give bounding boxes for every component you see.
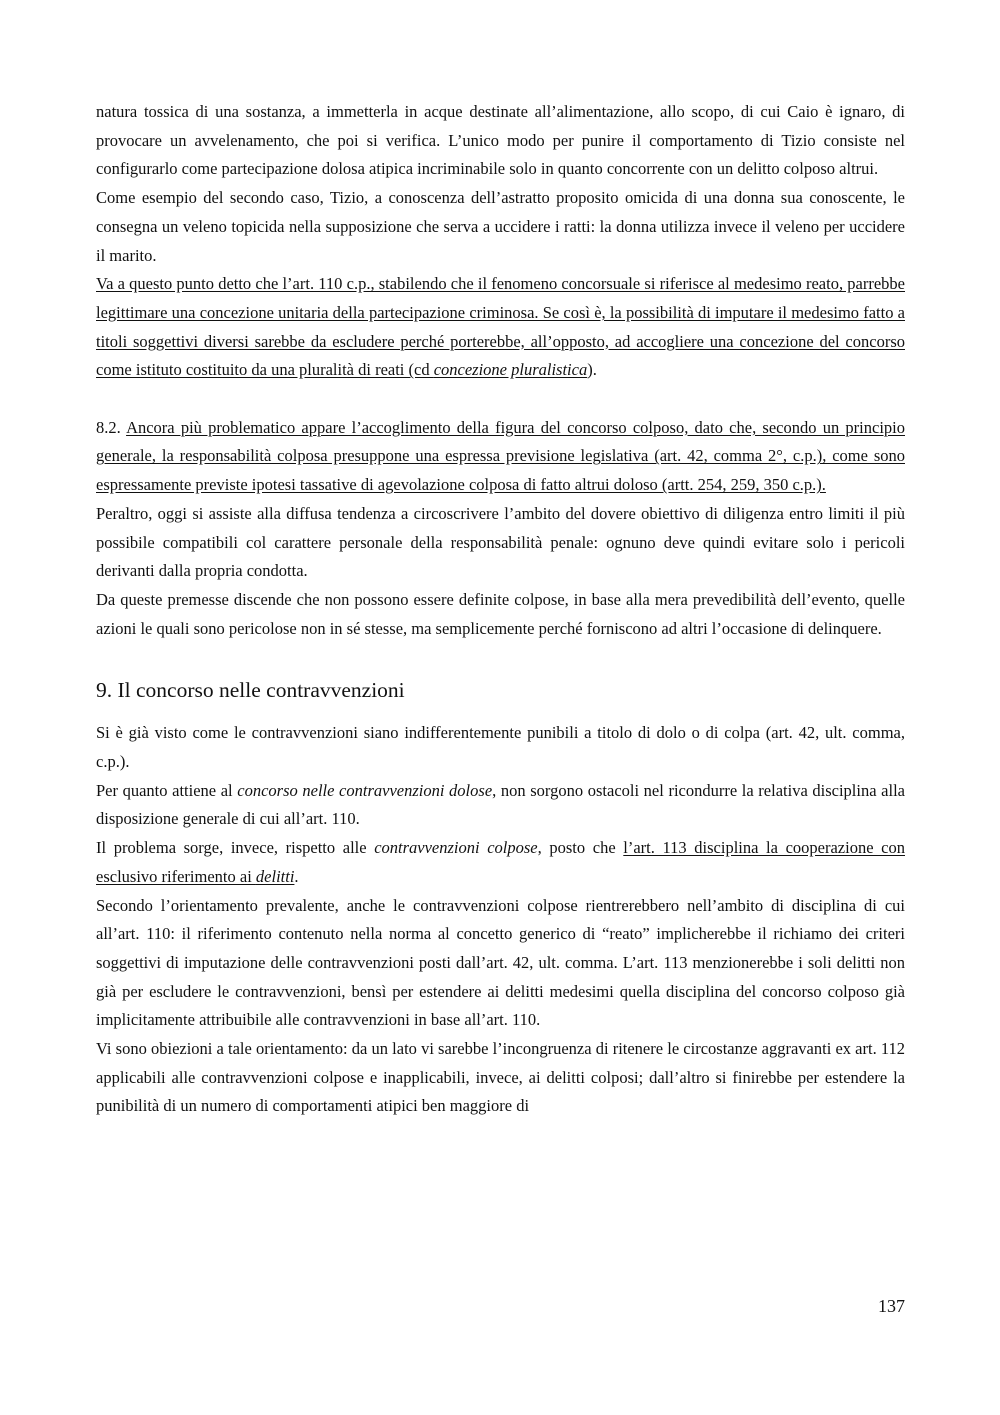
- underlined-text: Ancora più problematico appare l’accoglimento della figura del concorso colposo, dato che, secondo un principio generale, la responsabilità colposa presuppone una espressa previsione legislativa (art. 42, comma 2°, c.p.), come sono espressamente previste ipotesi tassative di agevolazione colposa di fatto altrui doloso (artt. 254, 259, 350 c.p.).: [96, 417, 905, 495]
- paragraph: Si è già visto come le contravvenzioni siano indifferentemente punibili a titolo di dolo o di colpa (art. 42, ult. comma, c.p.).: [96, 723, 905, 772]
- paragraph: Da queste premesse discende che non possono essere definite colpose, in base alla mera prevedibilità dell’evento, quelle azioni le quali sono pericolose non in sé stesse, ma semplicemente perché forniscono ad altri l’occasione di delinquere.: [96, 589, 905, 638]
- text: .: [294, 866, 299, 886]
- spacer: [96, 385, 905, 414]
- paragraph: [96, 414, 905, 500]
- paragraph: [96, 270, 905, 385]
- paragraph: [96, 834, 905, 891]
- underlined-text: Va a questo punto detto che l’art. 110 c.p., stabilendo che il fenomeno concorsuale si riferisce al medesimo reato, parrebbe legittimare una concezione unitaria della partecipazione criminosa. Se così è, la possibilità di imputare il medesimo fatto a titoli soggettivi diversi sarebbe da escludere perché porterebbe, all’opposto, ad accogliere una concezione del concorso come istituto costituito da una pluralità di reati (cd: [96, 274, 905, 380]
- text: Per quanto attiene al: [96, 780, 238, 800]
- paragraph: [96, 777, 905, 834]
- paragraph: Secondo l’orientamento prevalente, anche le contravvenzioni colpose rientrerebbero nell’ambito di disciplina di cui all’art. 110: il riferimento contenuto nella norma al concetto generico di “reato” implicherebbe il richiamo dei criteri soggettivi di imputazione delle contravvenzioni posti dall’art. 42, ult. comma. L’art. 113 menzionerebbe i soli delitti non già per escludere le contravvenzioni, bensì per estendere ai delitti medesimi quella disciplina del concorso colposo già implicitamente attribuibile alle contravvenzioni in base all’art. 110.: [96, 895, 905, 1030]
- text: , posto che: [537, 838, 624, 858]
- section-number: 8.2.: [96, 417, 121, 437]
- paragraph: Come esempio del secondo caso, Tizio, a conoscenza dell’astratto proposito omicida di una donna sua conoscente, le consegna un veleno topicida nella supposizione che serva a uccidere i ratti: la donna utilizza invece il veleno per uccidere il marito.: [96, 188, 905, 265]
- italic-text: concorso nelle contravvenzioni dolose: [237, 780, 493, 800]
- text: , non sorgono ostacoli nel ricondurre la relativa disciplina alla disposizione generale di cui all’art. 110.: [96, 780, 905, 829]
- italic-underlined-text: concezione pluralistica: [433, 360, 588, 380]
- page-number: 137: [878, 1296, 905, 1316]
- paragraph: Vi sono obiezioni a tale orientamento: da un lato vi sarebbe l’incongruenza di ritenere le circostanze aggravanti ex art. 112 applicabili alle contravvenzioni colpose e inapplicabili, invece, ai delitti colposi; dall’altro si finirebbe per estendere la punibilità di un numero di comportamenti atipici ben maggiore di: [96, 1039, 905, 1116]
- paragraph: Peraltro, oggi si assiste alla diffusa tendenza a circoscrivere l’ambito del dovere obiettivo di diligenza entro limiti il più possibile compatibili col carattere personale della responsabilità penale: ognuno deve quindi evitare solo i pericoli derivanti dalla propria condotta.: [96, 503, 905, 581]
- section-heading: 9. Il concorso nelle contravvenzioni: [96, 678, 405, 703]
- italic-text: contravvenzioni colpose: [374, 838, 538, 858]
- text: Il problema sorge, invece, rispetto alle: [96, 838, 375, 858]
- paragraph: natura tossica di una sostanza, a immetterla in acque destinate all’alimentazione, allo scopo, di cui Caio è ignaro, di provocare un avvelenamento, che poi si verifica. L’unico modo per punire il comportamento di Tizio consiste nel configurarlo come partecipazione dolosa atipica incriminabile solo in quanto concorrente con un delitto colposo altrui.: [96, 102, 905, 179]
- underlined-text: l’art. 113 disciplina la cooperazione con esclusivo riferimento ai: [96, 838, 905, 886]
- text: ).: [587, 360, 597, 380]
- page-body: [96, 98, 905, 1121]
- italic-underlined-text: delitti: [255, 866, 295, 886]
